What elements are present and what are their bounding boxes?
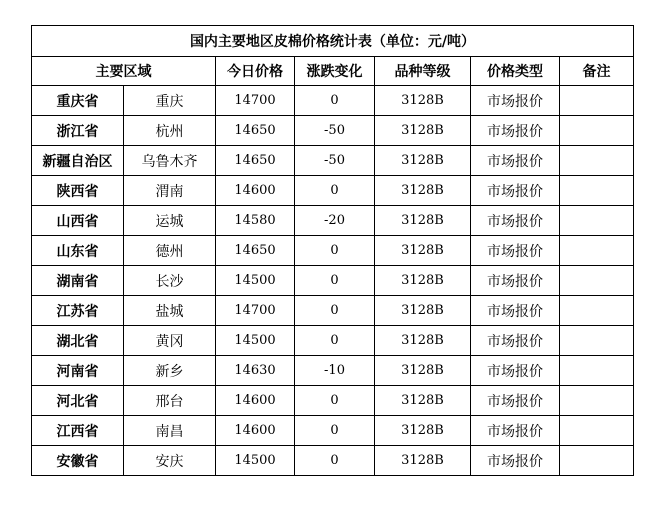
cell-change: 0 <box>295 416 375 446</box>
cell-province: 陕西省 <box>32 176 124 206</box>
cell-grade: 3128B <box>375 416 471 446</box>
table-row <box>32 146 634 176</box>
header-region: 主要区域 <box>32 57 216 86</box>
cell-city: 新乡 <box>124 356 216 386</box>
cell-province: 湖南省 <box>32 266 124 296</box>
cell-province: 安徽省 <box>32 446 124 476</box>
cell-price-type: 市场报价 <box>471 86 560 116</box>
cell-price: 14700 <box>216 86 295 116</box>
cell-price-type: 市场报价 <box>471 416 560 446</box>
table-row <box>32 116 634 146</box>
cell-city: 盐城 <box>124 296 216 326</box>
cell-note <box>560 386 634 416</box>
cell-city: 乌鲁木齐 <box>124 146 216 176</box>
cell-change: 0 <box>295 266 375 296</box>
cell-note <box>560 146 634 176</box>
cell-price: 14500 <box>216 326 295 356</box>
cell-price-type: 市场报价 <box>471 116 560 146</box>
cell-note <box>560 296 634 326</box>
cell-city: 重庆 <box>124 86 216 116</box>
cell-price-type: 市场报价 <box>471 176 560 206</box>
table-header-row <box>32 57 634 86</box>
cell-grade: 3128B <box>375 116 471 146</box>
cell-grade: 3128B <box>375 86 471 116</box>
table-title: 国内主要地区皮棉价格统计表（单位：元/吨） <box>32 26 634 57</box>
table-row <box>32 356 634 386</box>
cell-price-type: 市场报价 <box>471 236 560 266</box>
cell-province: 河南省 <box>32 356 124 386</box>
cell-price-type: 市场报价 <box>471 266 560 296</box>
cell-city: 德州 <box>124 236 216 266</box>
header-grade: 品种等级 <box>375 57 471 86</box>
cell-price-type: 市场报价 <box>471 356 560 386</box>
cell-price-type: 市场报价 <box>471 206 560 236</box>
cell-price: 14700 <box>216 296 295 326</box>
table-row <box>32 386 634 416</box>
cell-price-type: 市场报价 <box>471 296 560 326</box>
table-row <box>32 326 634 356</box>
table-row <box>32 296 634 326</box>
cell-note <box>560 416 634 446</box>
cell-note <box>560 176 634 206</box>
cell-change: 0 <box>295 446 375 476</box>
cell-city: 南昌 <box>124 416 216 446</box>
cell-note <box>560 446 634 476</box>
cell-grade: 3128B <box>375 356 471 386</box>
cell-grade: 3128B <box>375 176 471 206</box>
cell-change: -20 <box>295 206 375 236</box>
cell-price-type: 市场报价 <box>471 146 560 176</box>
cell-change: -50 <box>295 146 375 176</box>
cell-note <box>560 86 634 116</box>
cell-change: 0 <box>295 176 375 206</box>
cell-province: 江西省 <box>32 416 124 446</box>
table-row <box>32 446 634 476</box>
cell-price: 14500 <box>216 446 295 476</box>
cell-city: 黄冈 <box>124 326 216 356</box>
cell-note <box>560 116 634 146</box>
cell-change: -10 <box>295 356 375 386</box>
cell-price: 14650 <box>216 146 295 176</box>
cell-province: 浙江省 <box>32 116 124 146</box>
cell-note <box>560 326 634 356</box>
cell-province: 新疆自治区 <box>32 146 124 176</box>
cell-city: 长沙 <box>124 266 216 296</box>
header-note: 备注 <box>560 57 634 86</box>
cell-province: 重庆省 <box>32 86 124 116</box>
cell-grade: 3128B <box>375 236 471 266</box>
cell-change: 0 <box>295 236 375 266</box>
cell-grade: 3128B <box>375 146 471 176</box>
cell-grade: 3128B <box>375 386 471 416</box>
cell-grade: 3128B <box>375 296 471 326</box>
cell-change: 0 <box>295 296 375 326</box>
cell-city: 杭州 <box>124 116 216 146</box>
table-row <box>32 206 634 236</box>
cell-change: -50 <box>295 116 375 146</box>
cell-city: 运城 <box>124 206 216 236</box>
cell-province: 山东省 <box>32 236 124 266</box>
cotton-price-table <box>31 25 634 476</box>
cell-note <box>560 236 634 266</box>
cell-city: 邢台 <box>124 386 216 416</box>
cell-city: 安庆 <box>124 446 216 476</box>
cell-note <box>560 206 634 236</box>
cell-price: 14600 <box>216 176 295 206</box>
cell-price-type: 市场报价 <box>471 446 560 476</box>
cell-price: 14580 <box>216 206 295 236</box>
cell-price: 14600 <box>216 386 295 416</box>
cell-change: 0 <box>295 86 375 116</box>
cell-price-type: 市场报价 <box>471 386 560 416</box>
cell-grade: 3128B <box>375 266 471 296</box>
header-change: 涨跌变化 <box>295 57 375 86</box>
cell-price: 14650 <box>216 236 295 266</box>
cell-note <box>560 266 634 296</box>
header-price: 今日价格 <box>216 57 295 86</box>
cell-province: 河北省 <box>32 386 124 416</box>
table-row <box>32 266 634 296</box>
cell-grade: 3128B <box>375 206 471 236</box>
cell-change: 0 <box>295 386 375 416</box>
header-price-type: 价格类型 <box>471 57 560 86</box>
table-row <box>32 416 634 446</box>
cell-change: 0 <box>295 326 375 356</box>
cell-grade: 3128B <box>375 446 471 476</box>
cell-note <box>560 356 634 386</box>
cell-price: 14600 <box>216 416 295 446</box>
cell-price: 14630 <box>216 356 295 386</box>
table-row <box>32 236 634 266</box>
cell-price: 14500 <box>216 266 295 296</box>
cell-price-type: 市场报价 <box>471 326 560 356</box>
table-title-row <box>32 26 634 57</box>
table-row <box>32 86 634 116</box>
cell-city: 渭南 <box>124 176 216 206</box>
table-row <box>32 176 634 206</box>
cell-price: 14650 <box>216 116 295 146</box>
cell-grade: 3128B <box>375 326 471 356</box>
cell-province: 江苏省 <box>32 296 124 326</box>
cell-province: 湖北省 <box>32 326 124 356</box>
cell-province: 山西省 <box>32 206 124 236</box>
